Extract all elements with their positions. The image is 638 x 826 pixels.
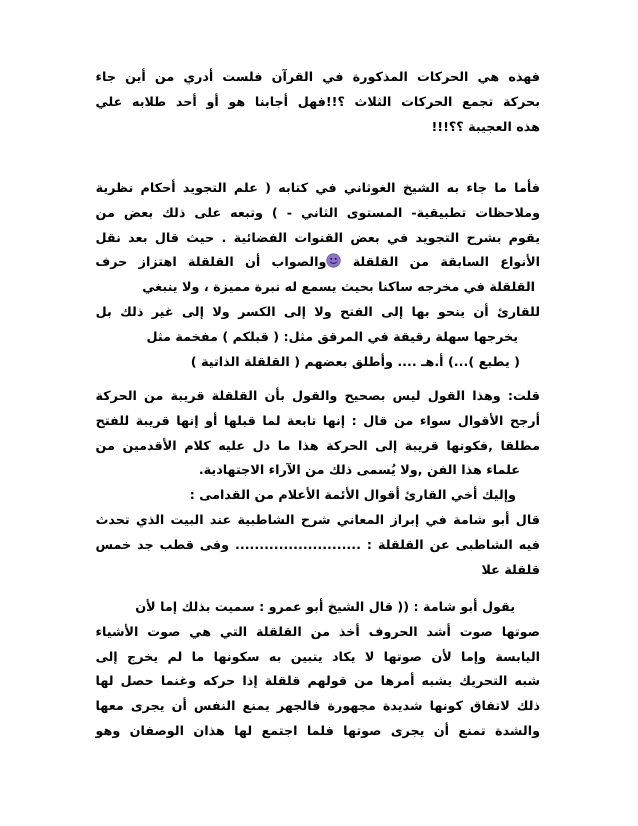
paragraph-4 (95, 596, 540, 745)
text-line: قلت: وهذا القول ليس بصحيح والقول بأن القلقلة قريبة من الحركة (95, 389, 540, 404)
text-line: هذه العجيبة ؟؟!!! (431, 119, 540, 135)
text-line: قلقلة علا (481, 562, 540, 578)
text-line: شبه التحريك يشبه أمرها من قولهم قلقلة إذا حركه وغنما حصل لها (95, 674, 540, 690)
text-segment: والصواب أن القلقلة اهتزاز حرف (95, 255, 327, 271)
smiley-face-icon (326, 253, 341, 268)
text-line: القلقلة في مخرجه ساكنا بحيث يسمع له نبرة مميزة ، ولا ينبغي (142, 280, 535, 296)
text-line: اليابسة وإما لأن صوتها لا يكاد يتبين به سكونها ما لم يخرج إلى (95, 649, 540, 665)
text-line: ( يطبع )...) أ.هـ .... وأطلق بعضهم ( القلقلة الذاتية ) (190, 354, 520, 370)
paragraph-1 (95, 66, 540, 140)
text-line: فأما ما جاء به الشيخ الغوثاني في كتابه ( علم التجويد أحكام نظرية (95, 181, 540, 196)
text-line: وملاحظات تطبيقية- المستوى الثاني - ) وتبعه على ذلك بعض من (95, 205, 540, 221)
text-line: يقول أبو شامة : (( قال الشيخ أبو عمرو : سميت بذلك إما لأن (135, 600, 515, 615)
text-line: ذلك لاتفاق كونها شديدة مجهورة فالجهر يمنع النفس أن يجرى معها (95, 699, 540, 715)
paragraph-3 (95, 385, 540, 583)
text-line: علماء هذا الفن ,ولا يُسمى ذلك من الآراء الاجتهادية. (198, 463, 520, 479)
text-line: فيه الشاطبى عن القلقلة : .......................... وفى قطب جد خمس (95, 537, 540, 553)
text-line: مطلقا ,فكونها قريبة إلى الحركة هذا ما دل عليه كلام الأقدمين من (95, 438, 540, 454)
text-line: يقوم بشرح التجويد في بعض القنوات الفضائية . حيث قال بعد نقل (95, 230, 540, 246)
text-line: بحركة تجمع الحركات الثلاث ؟!!فهل أجابنا هو أو أحد طلابه علي (95, 94, 540, 110)
text-line: والشدة تمنع أن يجرى صوتها فلما اجتمع لها هذان الوصفان وهو (95, 723, 540, 739)
text-line: يخرجها سهلة رقيقة في المرقق مثل: ( قبلكم ) مفخمة مثل (146, 329, 518, 345)
text-line: فهذه هي الحركات المذكورة في القرآن فلست أدري من أين جاء (95, 70, 540, 85)
text-line: صوتها صوت أشد الحروف أخذ من القلقلة التي هي صوت الأشياء (95, 624, 540, 640)
text-line: قال أبو شامة في إبراز المعاني شرح الشاطبية عند البيت الذي تحدث (95, 512, 540, 528)
text-line: للقارئ أن ينحو بها إلى الفتح ولا إلى الكسر ولا إلى غير ذلك بل (95, 304, 540, 320)
text-line: وإليك أخي القارئ أقوال الأئمة الأعلام من القدامى : (189, 488, 516, 504)
paragraph-2 (95, 177, 540, 375)
text-line: أرجح الأقوال سواء من قال : إنها تابعة لما قبلها أو إنها قريبة للفتح (95, 413, 540, 429)
text-line (95, 251, 540, 276)
text-segment: الأنواع السابقة من القلقلة (352, 255, 540, 271)
